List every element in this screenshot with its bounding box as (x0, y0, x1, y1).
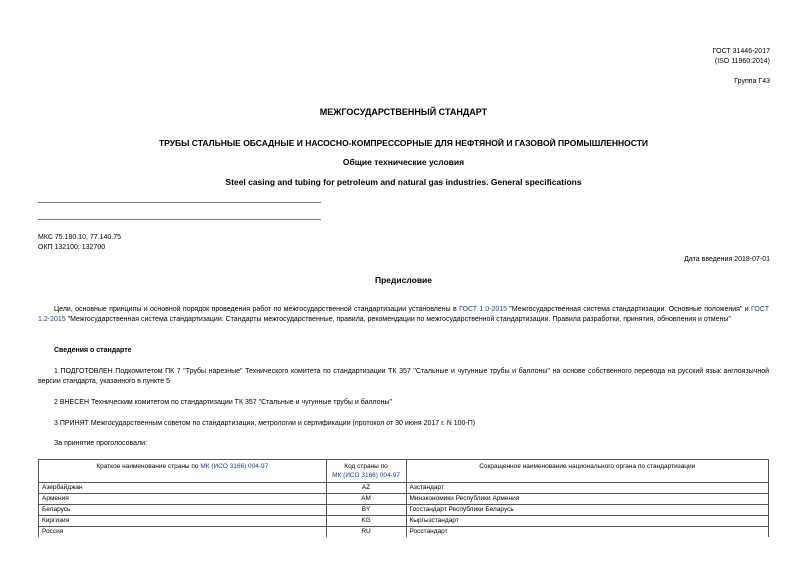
cell-country: Армения (39, 494, 327, 505)
standard-subtitle-ru: Общие технические условия (342, 157, 465, 167)
table-row (39, 516, 769, 527)
cell-body: Минэкономики Республики Армения (406, 494, 769, 505)
standard-name-en: Steel casing and tubing for petroleum and natural gas industries. General specifications (225, 177, 582, 187)
table-row (39, 527, 769, 538)
gost-number: ГОСТ 31446-2017 (712, 48, 770, 55)
table-row (39, 505, 769, 516)
standard-type-title: МЕЖГОСУДАРСТВЕННЫЙ СТАНДАРТ (319, 107, 488, 117)
col-header-country (39, 460, 327, 483)
col-header-text: Краткое наименование страны по (96, 463, 201, 470)
col-header-code (326, 460, 406, 483)
standard-name-ru: ТРУБЫ СТАЛЬНЫЕ ОБСАДНЫЕ И НАСОСНО-КОМПРЕССОРНЫЕ ДЛЯ НЕФТЯНОЙ И ГАЗОВОЙ ПРОМЫШЛЕННОСТИ (158, 138, 649, 148)
link-gost-1-2-2015[interactable]: ГОСТ 1.2-2015 (38, 306, 769, 323)
col-header-text: Код страны по (344, 463, 388, 470)
cell-code: AM (326, 494, 406, 505)
separator-line (38, 202, 321, 203)
cell-country: Беларусь (39, 505, 327, 516)
item-adopted: 3 ПРИНЯТ Межгосударственным советом по стандартизации, метрологии и сертификации (протокол от 30 июня 2017 г. N 100-П) (54, 420, 476, 427)
standard-info-heading: Сведения о стандарте (54, 347, 132, 354)
separator-line (38, 219, 321, 220)
cell-body: Кыргызстандарт (406, 516, 769, 527)
iso-reference: (ISO 11960:2014) (714, 58, 770, 65)
cell-body: Росстандарт (406, 527, 769, 538)
cell-code: BY (326, 505, 406, 516)
link-mk-iso-3166[interactable]: МК (ИСО 3166) 004-97 (200, 463, 269, 470)
cell-body: Госстандарт Республики Беларусь (406, 505, 769, 516)
cell-code: AZ (326, 483, 406, 494)
group-code: Группа Г43 (734, 78, 770, 85)
link-mk-iso-3166[interactable]: МК (ИСО 3166) 004-97 (332, 472, 401, 479)
link-gost-1-0-2015[interactable]: ГОСТ 1.0-2015 (459, 306, 508, 313)
col-header-body: Сокращенное наименование национального органа по стандартизации (406, 460, 769, 483)
foreword-intro (38, 305, 769, 325)
okp-code: ОКП 132100; 132700 (38, 244, 106, 251)
cell-country: Азербайджан (39, 483, 327, 494)
intro-text: "Межгосударственная система стандартизации. Стандарты межгосударственные, правила, рекомендации по межгосударственной стандартизации. Правила разработки, принятия, обновления и отмены" (65, 316, 731, 323)
item-submitted: 2 ВНЕСЕН Техническим комитетом по стандартизации ТК 357 "Стальные и чугунные трубы и баллоны" (54, 399, 392, 406)
cell-body: Азстандарт (406, 483, 769, 494)
table-row (39, 494, 769, 505)
table-row (39, 483, 769, 494)
item-prepared: 1 ПОДГОТОВЛЕН Подкомитетом ПК 7 "Трубы нарезные" Технического комитета по стандартизации ТК 357 "Стальные и чугунные трубы и баллоны" на основе собственного перевода на русский язык англоязычной версии стандарта, указанного в пункте 5 (38, 368, 769, 385)
mks-code: МКС 75.180.10, 77.140.75 (38, 234, 122, 241)
intro-text: Цели, основные принципы и основной порядок проведения работ по межгосударственной стандартизации установлены в (54, 306, 460, 313)
voting-countries-table (38, 459, 769, 537)
cell-code: RU (326, 527, 406, 538)
cell-country: Киргизия (39, 516, 327, 527)
cell-country: Россия (39, 527, 327, 538)
foreword-heading: Предисловие (374, 275, 433, 285)
voted-label: За принятие проголосовали: (54, 440, 147, 447)
cell-code: KG (326, 516, 406, 527)
table-header-row (39, 460, 769, 483)
effective-date: Дата введения 2018-07-01 (684, 256, 770, 263)
intro-text: "Межгосударственная система стандартизации. Основные положения" и (507, 306, 752, 313)
